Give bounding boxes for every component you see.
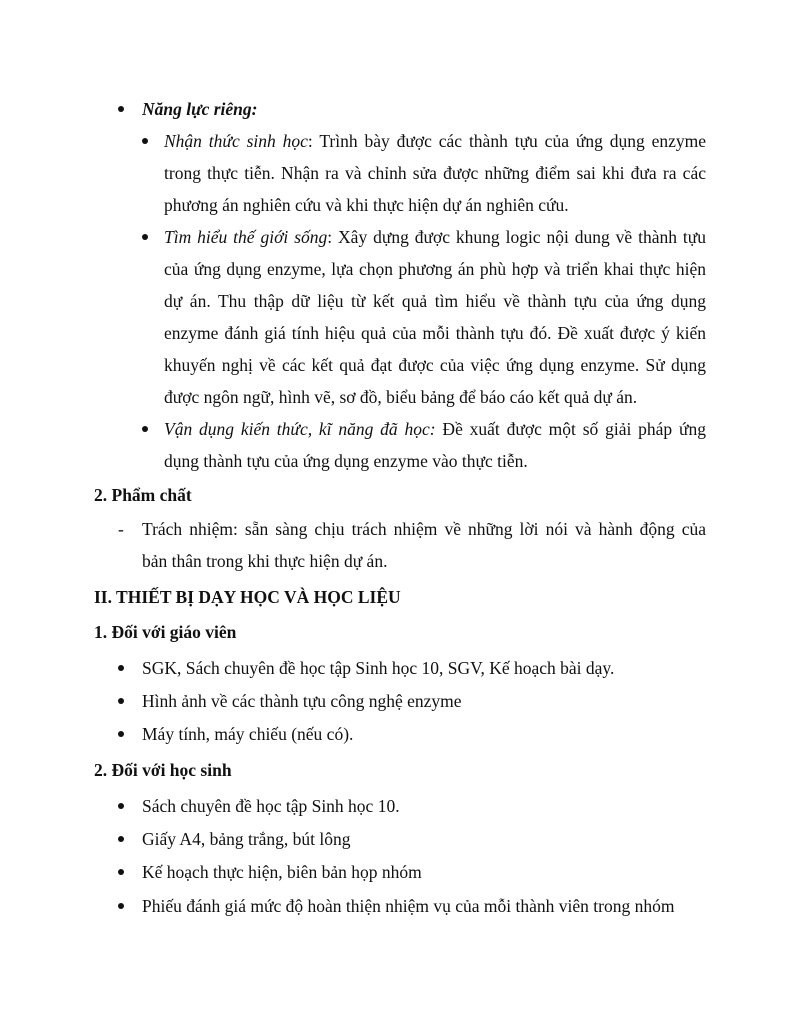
bullet-icon [118, 903, 124, 909]
giao-vien-item: SGK, Sách chuyên đề học tập Sinh học 10, SGV, Kế hoạch bài dạy. [142, 658, 615, 678]
section-heading-pham-chat: 2. Phẩm chất [94, 485, 192, 505]
bullet-icon [118, 698, 124, 704]
hoc-sinh-item: Phiếu đánh giá mức độ hoàn thiện nhiệm vụ của mỗi thành viên trong nhóm [142, 896, 675, 916]
bullet-icon [118, 731, 124, 737]
competency-item-2-line-3: dự án. Thu thập dữ liệu từ kết quả tìm hiểu về thành tựu của ứng dụng [164, 291, 706, 311]
competency-item-2-line-5: khuyến nghị về các kết quả đạt được của việc ứng dụng enzyme. Sử dụng [164, 355, 706, 375]
competency-item-2-line-4: enzyme đánh giá tính hiệu quả của mỗi thành tựu đó. Đề xuất được ý kiến [164, 323, 706, 343]
hoc-sinh-item: Sách chuyên đề học tập Sinh học 10. [142, 796, 400, 816]
competency-item-2-line-6: được ngôn ngữ, hình vẽ, sơ đồ, biểu bảng để báo cáo kết quả dự án. [164, 387, 638, 407]
bullet-icon [118, 836, 124, 842]
bullet-icon [142, 138, 148, 144]
competency-item-3-line-1: Vận dụng kiến thức, kĩ năng đã học: Đề xuất được một số giải pháp ứng [164, 419, 706, 439]
competency-item-3-line-2: dụng thành tựu của ứng dụng enzyme vào thực tiễn. [164, 451, 528, 471]
competency-item-1-line-3: phương án nghiên cứu và khi thực hiện dự án nghiên cứu. [164, 195, 569, 215]
bullet-icon [142, 234, 148, 240]
competency-item-2-line-2: của ứng dụng enzyme, lựa chọn phương án phù hợp và triển khai thực hiện [164, 259, 706, 279]
bullet-icon [118, 106, 124, 112]
competency-item-1-line-1: Nhận thức sinh học: Trình bày được các thành tựu của ứng dụng enzyme [164, 131, 706, 151]
hoc-sinh-item: Kế hoạch thực hiện, biên bản họp nhóm [142, 862, 422, 882]
bullet-icon [118, 803, 124, 809]
section-heading-thiet-bi: II. THIẾT BỊ DẠY HỌC VÀ HỌC LIỆU [94, 587, 401, 607]
bullet-icon [142, 426, 148, 432]
dash-icon: - [118, 519, 124, 539]
giao-vien-item: Hình ảnh về các thành tựu công nghệ enzyme [142, 691, 462, 711]
competency-item-1-line-2: trong thực tiễn. Nhận ra và chỉnh sửa được những điểm sai khi đưa ra các [164, 163, 706, 183]
subsection-heading-hoc-sinh: 2. Đối với học sinh [94, 760, 232, 780]
bullet-icon [118, 869, 124, 875]
pham-chat-line-1: Trách nhiệm: sẵn sàng chịu trách nhiệm về những lời nói và hành động của [142, 519, 706, 539]
bullet-icon [118, 665, 124, 671]
hoc-sinh-item: Giấy A4, bảng trắng, bút lông [142, 829, 351, 849]
subsection-heading-giao-vien: 1. Đối với giáo viên [94, 622, 237, 642]
competency-item-2-line-1: Tìm hiểu thế giới sống: Xây dựng được khung logic nội dung về thành tựu [164, 227, 706, 247]
subsection-heading-nang-luc-rieng: Năng lực riêng: [142, 99, 258, 119]
giao-vien-item: Máy tính, máy chiếu (nếu có). [142, 724, 354, 744]
pham-chat-line-2: bản thân trong khi thực hiện dự án. [142, 551, 388, 571]
